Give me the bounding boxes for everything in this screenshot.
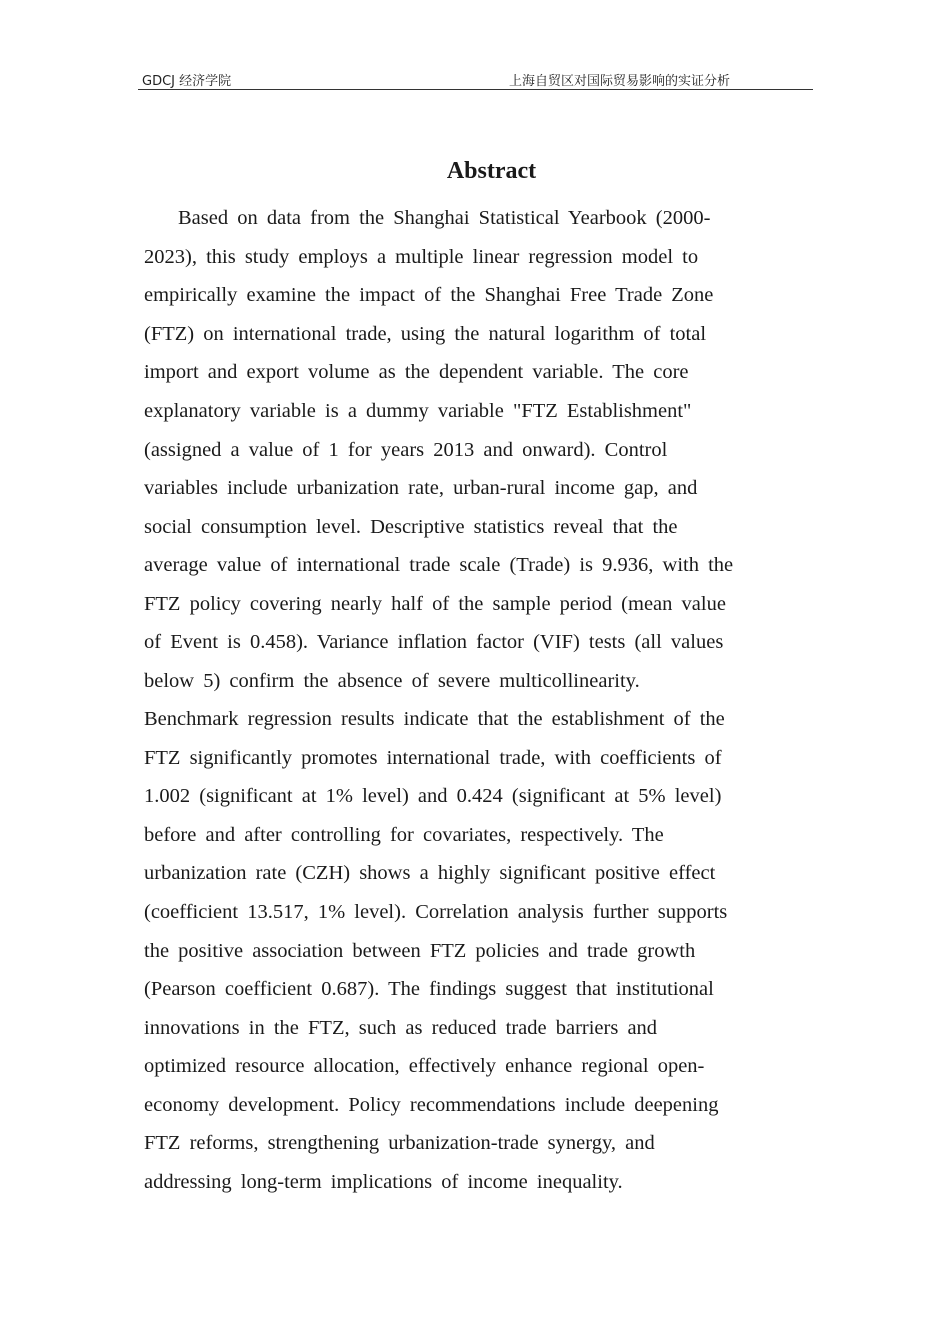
- abstract-line: (coefficient 13.517, 1% level). Correlation analysis further supports: [144, 901, 728, 923]
- abstract-line: below 5) confirm the absence of severe multicollinearity.: [144, 670, 640, 692]
- abstract-line: (FTZ) on international trade, using the natural logarithm of total: [144, 323, 707, 345]
- abstract-line: (Pearson coefficient 0.687). The findings suggest that institutional: [144, 978, 714, 1000]
- abstract-line: innovations in the FTZ, such as reduced trade barriers and: [144, 1017, 658, 1039]
- abstract-line: import and export volume as the dependent variable. The core: [144, 361, 689, 383]
- abstract-line: before and after controlling for covariates, respectively. The: [144, 824, 664, 846]
- abstract-line: optimized resource allocation, effectively enhance regional open-: [144, 1055, 705, 1077]
- abstract-line: 1.002 (significant at 1% level) and 0.424 (significant at 5% level): [144, 785, 722, 807]
- abstract-line: urbanization rate (CZH) shows a highly significant positive effect: [144, 862, 716, 884]
- abstract-line: Based on data from the Shanghai Statistical Yearbook (2000-: [178, 207, 711, 229]
- abstract-line: 2023), this study employs a multiple linear regression model to: [144, 246, 699, 268]
- abstract-line: average value of international trade scale (Trade) is 9.936, with the: [144, 554, 734, 576]
- abstract-line: FTZ policy covering nearly half of the sample period (mean value: [144, 593, 726, 615]
- page-header: [138, 68, 813, 90]
- abstract-line: addressing long-term implications of income inequality.: [144, 1171, 623, 1193]
- abstract-line: empirically examine the impact of the Shanghai Free Trade Zone: [144, 284, 714, 306]
- header-thesis-title: 上海自贸区对国际贸易影响的实证分析: [509, 74, 731, 89]
- abstract-line: (assigned a value of 1 for years 2013 and onward). Control: [144, 439, 668, 461]
- abstract-line: FTZ significantly promotes international trade, with coefficients of: [144, 747, 722, 769]
- abstract-line: Benchmark regression results indicate that the establishment of the: [144, 708, 725, 730]
- abstract-line: of Event is 0.458). Variance inflation factor (VIF) tests (all values: [144, 631, 724, 653]
- abstract-title: Abstract: [446, 158, 537, 184]
- abstract-line: the positive association between FTZ policies and trade growth: [144, 940, 696, 962]
- abstract-line: explanatory variable is a dummy variable "FTZ Establishment": [144, 400, 692, 422]
- abstract-line: social consumption level. Descriptive statistics reveal that the: [144, 516, 678, 538]
- abstract-line: variables include urbanization rate, urban-rural income gap, and: [144, 477, 698, 499]
- abstract-line: FTZ reforms, strengthening urbanization-trade synergy, and: [144, 1132, 655, 1154]
- abstract-line: economy development. Policy recommendations include deepening: [144, 1094, 719, 1116]
- header-school: GDCJ 经济学院: [142, 74, 232, 89]
